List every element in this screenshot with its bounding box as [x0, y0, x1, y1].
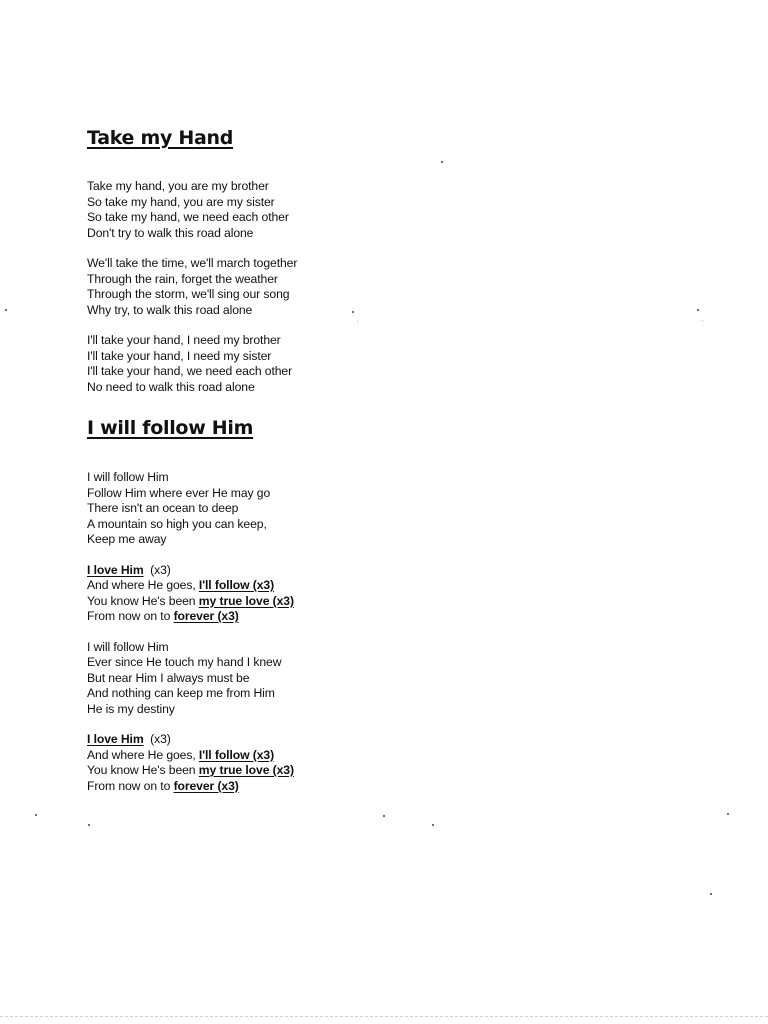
- scan-speck: [352, 311, 354, 313]
- lyric-line: But near Him I always must be: [87, 670, 250, 685]
- emphasis: I'll follow (x3): [198, 747, 275, 762]
- scan-speck: [697, 309, 699, 311]
- emphasis: forever (x3): [173, 778, 239, 793]
- lyric-line: And nothing can keep me from Him: [87, 686, 275, 700]
- chorus-line: [87, 609, 294, 625]
- emphasis: my true love (x3): [198, 593, 294, 608]
- repeat-mark: (x3): [150, 562, 171, 577]
- lyric-line: A mountain so high you can keep,: [87, 516, 267, 531]
- scan-speck: [710, 893, 712, 895]
- song-take-my-hand: [87, 127, 297, 395]
- lyric-line: Why try, to walk this road alone: [87, 302, 253, 317]
- scan-speck: [35, 814, 37, 816]
- lyric-line: He is my destiny: [87, 701, 175, 716]
- lyric-text: You know He's been: [87, 593, 199, 608]
- lyric-line: I'll take your hand, we need each other: [87, 364, 293, 378]
- song-title: Take my Hand: [87, 127, 234, 149]
- lyric-line: I'll take your hand, I need my sister: [87, 348, 272, 363]
- stanza-2: [87, 256, 297, 318]
- chorus-2: [87, 732, 294, 794]
- lyric-line: No need to walk this road alone: [87, 379, 255, 394]
- lyric-line: So take my hand, you are my sister: [87, 194, 275, 209]
- lyric-text: From now on to: [87, 778, 174, 793]
- lyric-line: We'll take the time, we'll march together: [87, 256, 298, 270]
- lyric-line: Take my hand, you are my brother: [87, 179, 269, 193]
- emphasis: forever (x3): [173, 609, 239, 623]
- chorus-line: [87, 763, 294, 779]
- scan-speck: [88, 824, 90, 826]
- lyric-line: I will follow Him: [87, 470, 169, 484]
- chorus-line: [87, 578, 294, 594]
- lyric-line: So take my hand, we need each other: [87, 210, 289, 224]
- stanza-3: [87, 333, 297, 395]
- scan-edge-line: [0, 1016, 768, 1017]
- song-title: I will follow Him: [87, 417, 254, 439]
- chorus-line: [87, 748, 294, 764]
- lyric-line: Through the storm, we'll sing our song: [87, 287, 290, 301]
- repeat-mark: (x3): [150, 732, 171, 746]
- chorus-1: [87, 563, 294, 625]
- lyric-line: Follow Him where ever He may go: [87, 485, 271, 500]
- lyric-line: I will follow Him: [87, 639, 169, 654]
- scan-speck: [357, 321, 358, 322]
- lyric-line: Keep me away: [87, 532, 167, 546]
- emphasis: I love Him: [87, 562, 144, 577]
- stanza-1: [87, 179, 297, 241]
- lyric-text: And where He goes,: [87, 747, 199, 762]
- scan-speck: [432, 824, 434, 826]
- emphasis: I love Him: [87, 732, 144, 746]
- scan-speck: [383, 815, 385, 817]
- chorus-line: [87, 563, 294, 579]
- scan-speck: [727, 813, 729, 815]
- chorus-line: [87, 594, 294, 610]
- emphasis: my true love (x3): [198, 763, 294, 777]
- lyric-line: Don't try to walk this road alone: [87, 225, 254, 240]
- scan-speck: [5, 309, 7, 311]
- verse-2: [87, 640, 294, 718]
- lyric-text: And where He goes,: [87, 578, 199, 592]
- lyric-line: There isn't an ocean to deep: [87, 501, 239, 515]
- scan-speck: [702, 320, 703, 321]
- chorus-line: [87, 732, 294, 748]
- chorus-line: [87, 779, 294, 795]
- emphasis: I'll follow (x3): [198, 578, 275, 592]
- lyric-line: I'll take your hand, I need my brother: [87, 333, 281, 347]
- verse-1: [87, 470, 294, 548]
- lyric-line: Through the rain, forget the weather: [87, 271, 278, 286]
- scan-speck: [441, 161, 443, 163]
- lyric-text: From now on to: [87, 609, 174, 623]
- song-i-will-follow-him: [87, 417, 294, 794]
- lyric-line: Ever since He touch my hand I knew: [87, 655, 282, 669]
- lyric-text: You know He's been: [87, 763, 199, 777]
